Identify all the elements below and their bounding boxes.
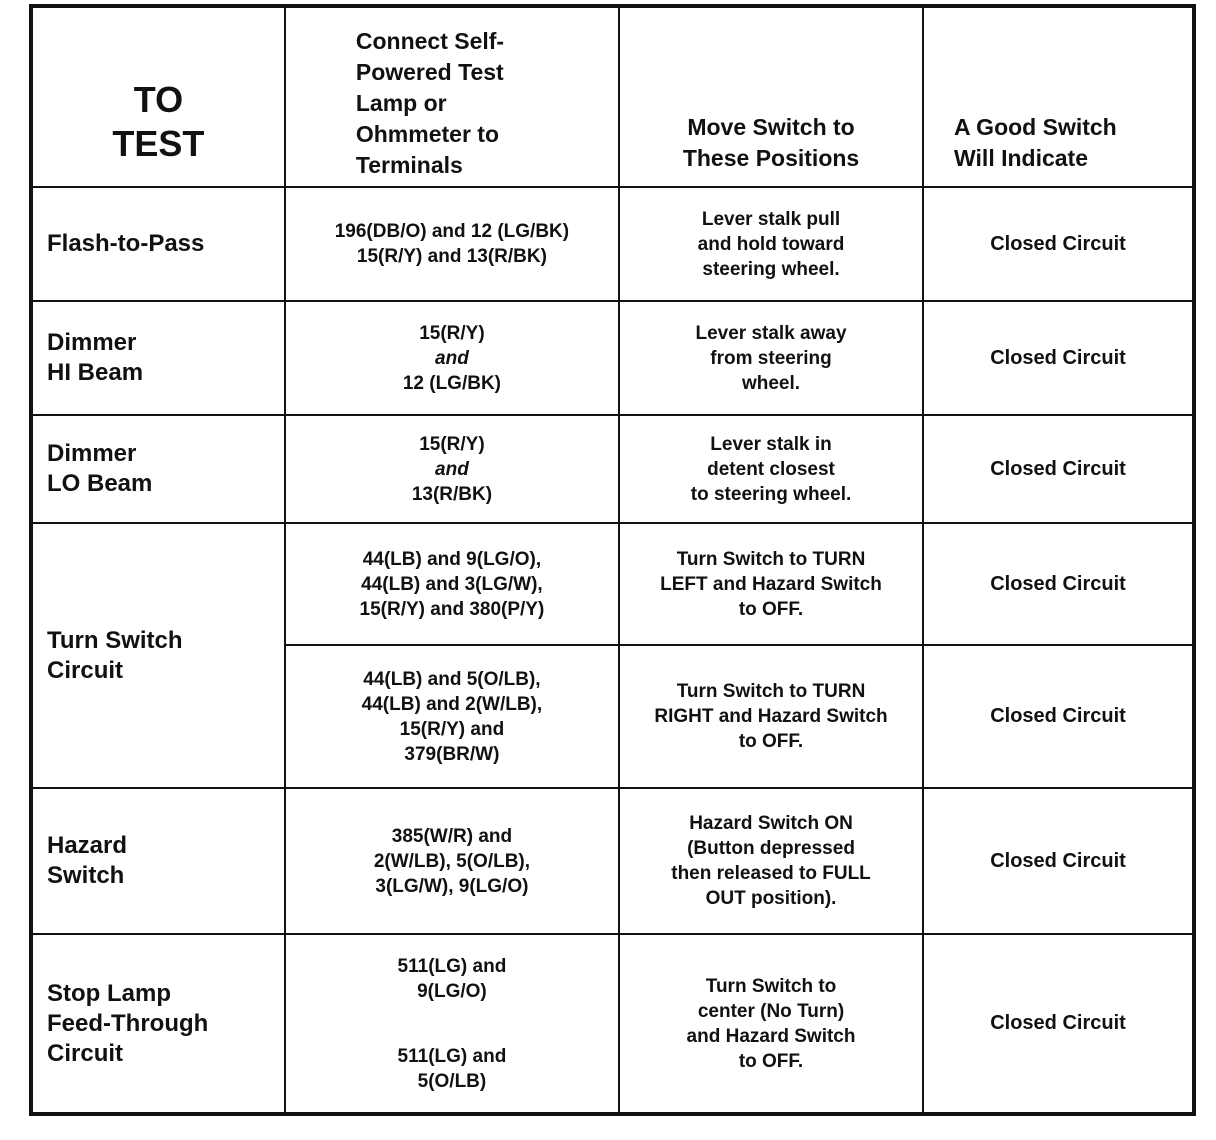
indicate-cell: Closed Circuit — [923, 415, 1194, 523]
positions-cell: Turn Switch to TURN RIGHT and Hazard Switch to OFF. — [619, 645, 923, 788]
indicate-cell: Closed Circuit — [923, 645, 1194, 788]
header-connect-terminals: Connect Self- Powered Test Lamp or Ohmmeter to Terminals — [285, 6, 619, 187]
header-row — [31, 6, 1194, 187]
terminals-cell: 44(LB) and 9(LG/O), 44(LB) and 3(LG/W), 15(R/Y) and 380(P/Y) — [285, 523, 619, 645]
table-row — [31, 415, 1194, 523]
terminals-cell: 196(DB/O) and 12 (LG/BK) 15(R/Y) and 13(R/BK) — [285, 187, 619, 301]
indicate-cell: Closed Circuit — [923, 788, 1194, 934]
positions-cell: Hazard Switch ON (Button depressed then released to FULL OUT position). — [619, 788, 923, 934]
switch-test-table — [29, 4, 1196, 1116]
terminals-cell: 385(W/R) and 2(W/LB), 5(O/LB), 3(LG/W), 9(LG/O) — [285, 788, 619, 934]
row-label: Stop Lamp Feed-Through Circuit — [31, 934, 285, 1114]
row-label: Hazard Switch — [31, 788, 285, 934]
header-good-switch: A Good Switch Will Indicate — [923, 6, 1194, 187]
row-label: Dimmer HI Beam — [31, 301, 285, 415]
table-row — [31, 187, 1194, 301]
indicate-cell: Closed Circuit — [923, 523, 1194, 645]
terminals-cell: 15(R/Y) and 13(R/BK) — [285, 415, 619, 523]
indicate-cell: Closed Circuit — [923, 934, 1194, 1114]
positions-cell: Lever stalk pull and hold toward steering wheel. — [619, 187, 923, 301]
terminals-cell: 44(LB) and 5(O/LB), 44(LB) and 2(W/LB), 15(R/Y) and 379(BR/W) — [285, 645, 619, 788]
terminals-cell: 15(R/Y) and 12 (LG/BK) — [285, 301, 619, 415]
indicate-cell: Closed Circuit — [923, 187, 1194, 301]
header-to-test: TO TEST — [31, 6, 285, 187]
spacer — [286, 1004, 618, 1044]
positions-cell: Turn Switch to center (No Turn) and Hazard Switch to OFF. — [619, 934, 923, 1114]
table-row — [31, 301, 1194, 415]
positions-cell: Lever stalk in detent closest to steering wheel. — [619, 415, 923, 523]
row-label: Dimmer LO Beam — [31, 415, 285, 523]
table-row — [31, 523, 1194, 645]
row-label: Flash-to-Pass — [31, 187, 285, 301]
terminals-cell: 511(LG) and 9(LG/O) 511(LG) and 5(O/LB) — [285, 934, 619, 1114]
table-row — [31, 934, 1194, 1114]
row-label: Turn Switch Circuit — [31, 523, 285, 788]
indicate-cell: Closed Circuit — [923, 301, 1194, 415]
header-move-switch: Move Switch to These Positions — [619, 6, 923, 187]
positions-cell: Turn Switch to TURN LEFT and Hazard Switch to OFF. — [619, 523, 923, 645]
positions-cell: Lever stalk away from steering wheel. — [619, 301, 923, 415]
table-row — [31, 788, 1194, 934]
